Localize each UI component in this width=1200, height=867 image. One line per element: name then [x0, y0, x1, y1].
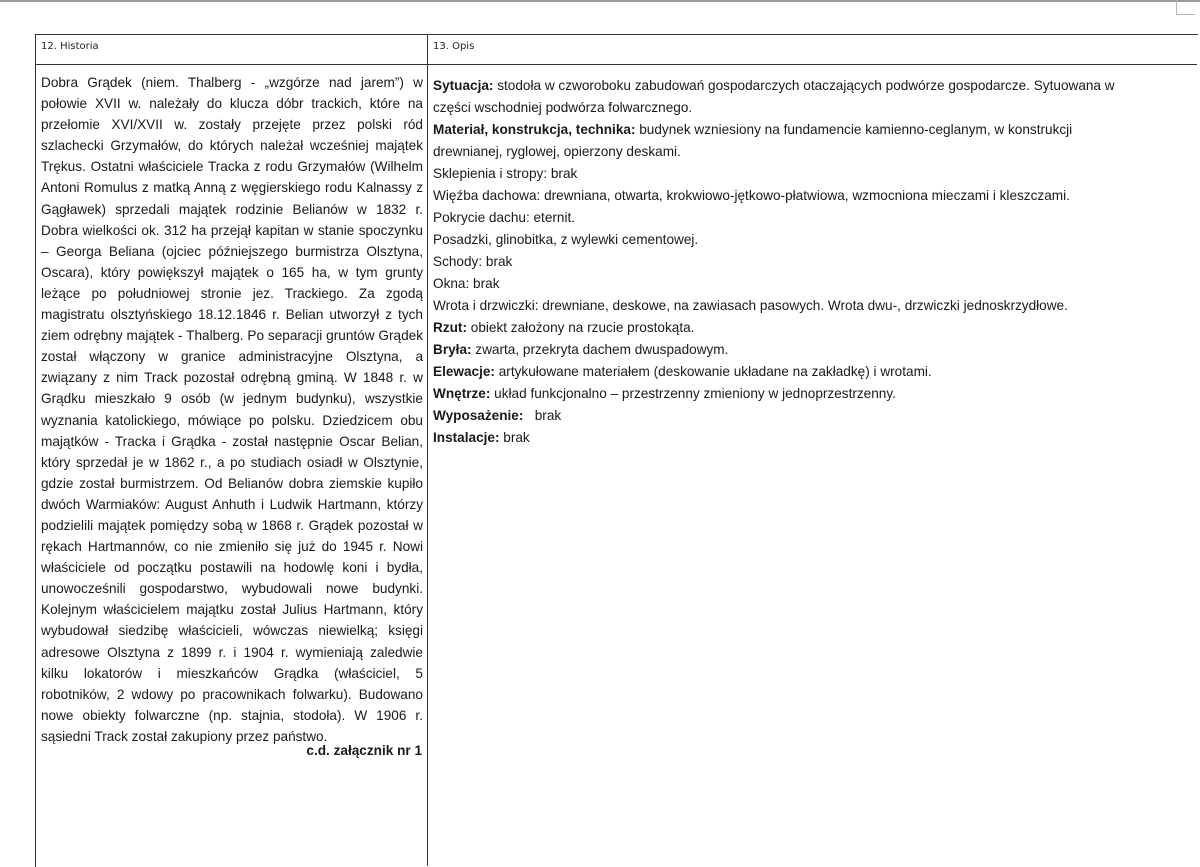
opis-row-label: Instalacje:: [433, 430, 500, 445]
opis-row: [433, 251, 1193, 273]
opis-row-text: Więźba dachowa: drewniana, otwarta, krokwiowo-jętkowo-płatwiowa, wzmocniona mieczami i kleszczami.: [433, 188, 1070, 203]
opis-row-label: Wnętrze:: [433, 386, 491, 401]
opis-row: [433, 317, 1193, 339]
opis-row: [433, 119, 1193, 141]
opis-row-label: Materiał, konstrukcja, technika:: [433, 122, 636, 137]
opis-row: [433, 295, 1193, 317]
opis-row: [433, 229, 1193, 251]
opis-row-text: Sklepienia i stropy: brak: [433, 166, 578, 181]
opis-row-label: Wyposażenie:: [433, 408, 524, 423]
section-title-historia: 12. Historia: [41, 41, 99, 52]
historia-continuation-note: c.d. załącznik nr 1: [306, 743, 422, 758]
opis-row: [433, 75, 1193, 97]
opis-row: [433, 339, 1193, 361]
opis-row: [433, 383, 1193, 405]
opis-row: [433, 427, 1193, 449]
opis-row-text: Schody: brak: [433, 254, 513, 269]
historia-body: Dobra Grądek (niem. Thalberg - „wzgórze nad jarem”) w połowie XVII w. należały do klucza dóbr trackich, które na przełomie XVI/XVII w. zostały przejęte przez polski ród szlachecki Grzymałów, do których należał wcześniej majątek Trękus. Ostatni właściciele Tracka z rodu Grzymałów (Wilhelm Antoni Romulus z matką Anną z węgierskiego rodu Kalnassy z Gągławek) sprzedali majątek rodzinie Belianów w 1832 r. Dobra wielkości ok. 312 ha przejął kapitan w stanie spoczynku – Georga Beliana (ojciec późniejszego burmistrza Olsztyna, Oscara), który powiększył majątek o 165 ha, w tym grunty leżące po południowej stronie jez. Trackiego. Za zgodą magistratu olsztyńskiego 18.12.1846 r. Belian utworzył z tych ziem odrębny majątek - Thalberg. Po separacji gruntów Grądek został włączony w granice administracyjne Olsztyna, a związany z nim Track pozostał odrębną gminą. W 1848 r. w Grądku mieszkało 9 osób (w jednym budynku), wszystkie wyznania katolickiego, mówiące po polsku. Dziedzicem obu majątków - Tracka i Grądka - został następnie Oscar Belian, który sprzedał je w 1862 r., a po studiach osiadł w Olsztynie, gdzie został burmistrzem. Od Belianów dobra ziemskie kupiło dwóch Warmiaków: August Anhuth i Ludwik Hartmann, którzy podzielili majątek pomiędzy sobą w 1868 r. Grądek pozostał w rękach Hartmannów, co nie zmieniło się już do 1945 r. Nowi właściciele od początku postawili na hodowlę koni i bydła, unowocześnili gospodarstwo, wybudowali nowe budynki. Kolejnym właścicielem majątku został Julius Hartmann, który wybudował siedzibę właścicieli, wówczas niewielką; księgi adresowe Olsztyna z 1899 r. i 1904 r. wymieniają zaledwie kilku lokatorów i mieszkańców Grądka (właściciel, 5 robotników, 2 wdowy po pracownikach folwarku). Budowano nowe obiekty folwarczne (np. stajnia, stodoła). W 1906 r. sąsiedni Track został zakupiony przez państwo.: [41, 75, 423, 744]
opis-row-text: budynek wzniesiony na fundamencie kamienno-ceglanym, w konstrukcji: [635, 122, 1073, 137]
opis-row-label: Rzut:: [433, 320, 467, 335]
opis-row-label: Elewacje:: [433, 364, 495, 379]
opis-row: [433, 97, 1193, 119]
opis-row: [433, 405, 1193, 427]
opis-row: [433, 141, 1193, 163]
opis-row-text: części wschodniej podwórza folwarcznego.: [433, 100, 693, 115]
opis-row-text: obiekt założony na rzucie prostokąta.: [466, 320, 695, 335]
opis-row: [433, 207, 1193, 229]
opis-list: [433, 75, 1193, 449]
opis-row: [433, 163, 1193, 185]
opis-row: [433, 361, 1193, 383]
section-title-opis: 13. Opis: [433, 41, 475, 52]
opis-row-text: Posadzki, glinobitka, z wylewki cementowej.: [433, 232, 699, 247]
opis-row-text: układ funkcjonalno – przestrzenny zmieniony w jednoprzestrzenny.: [490, 386, 896, 401]
opis-row: [433, 273, 1193, 295]
opis-row-label: Sytuacja:: [433, 78, 494, 93]
opis-row-label: Bryła:: [433, 342, 472, 357]
opis-row: [433, 185, 1193, 207]
header-rule: [35, 64, 1197, 65]
opis-row-text: artykułowane materiałem (deskowanie układane na zakładkę) i wrotami.: [494, 364, 932, 379]
opis-row-text: brak: [499, 430, 530, 445]
column-divider: [427, 34, 428, 866]
opis-row-text: Okna: brak: [433, 276, 500, 291]
opis-row-text: drewnianej, ryglowej, opierzony deskami.: [433, 144, 681, 159]
corner-mark: [1176, 0, 1195, 15]
opis-row-text: Pokrycie dachu: eternit.: [433, 210, 576, 225]
opis-row-text: zwarta, przekryta dachem dwuspadowym.: [471, 342, 729, 357]
opis-row-text: brak: [523, 408, 562, 423]
opis-row-text: Wrota i drzwiczki: drewniane, deskowe, na zawiasach pasowych. Wrota dwu-, drzwiczki jednoskrzydłowe.: [433, 298, 1068, 313]
opis-row-text: stodoła w czworoboku zabudowań gospodarczych otaczających podwórze gospodarcze. Sytuowana w: [493, 78, 1115, 93]
scan-edge: [0, 0, 1200, 2]
